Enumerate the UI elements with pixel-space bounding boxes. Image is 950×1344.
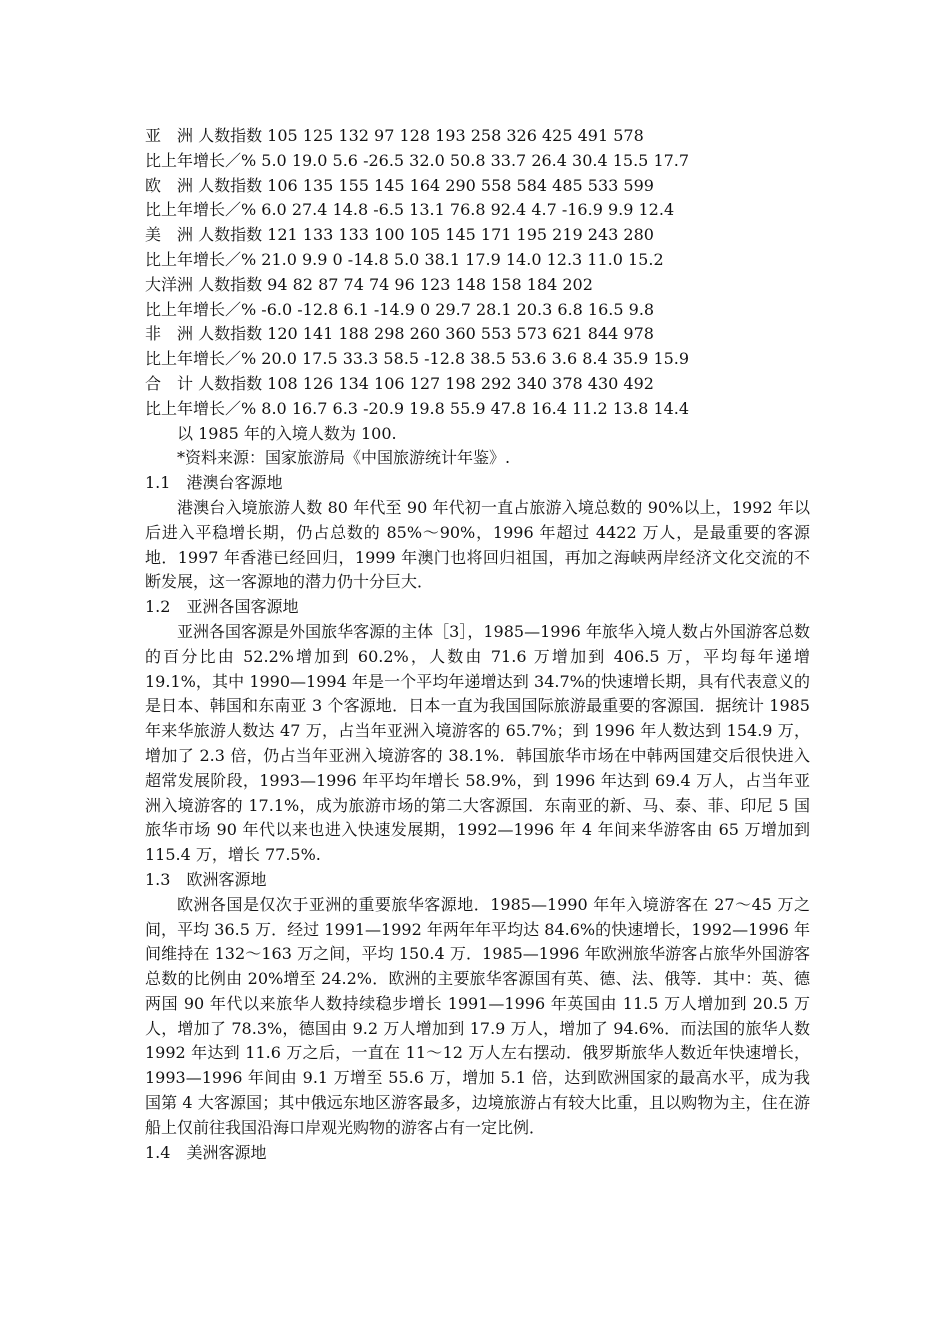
table-row: 欧 洲 人数指数 106 135 155 145 164 290 558 584 485 533 599 (145, 175, 654, 195)
section-heading: 1.2 亚洲各国客源地 (145, 597, 299, 617)
table-row: 比上年增长／% 20.0 17.5 33.3 58.5 -12.8 38.5 53.6 3.6 8.4 35.9 15.9 (145, 349, 690, 369)
table-row: 大洋洲 人数指数 94 82 87 74 74 96 123 148 158 184 202 (145, 274, 593, 294)
table-row: 比上年增长／% 8.0 16.7 6.3 -20.9 19.8 55.9 47.8 16.4 11.2 13.8 14.4 (145, 398, 690, 418)
table-row: 比上年增长／% 5.0 19.0 5.6 -26.5 32.0 50.8 33.7 26.4 30.4 15.5 17.7 (145, 150, 690, 170)
section-paragraph: 港澳台入境旅游人数 80 年代至 90 年代初一直占旅游入境总数的 90%以上，1992 年以后进入平稳增长期，仍占总数的 85%～90%，1996 年超过 4422 万人，是最重要的客源地．1997 年香港已经回归，1999 年澳门也将回归祖国，再加之海峡两岸经济文化交流的不断发展，这一客源地的潜力仍十分巨大． (145, 497, 810, 592)
section-paragraph: 欧洲各国是仅次于亚洲的重要旅华客源地．1985—1990 年年入境游客在 27～45 万之间，平均 36.5 万．经过 1991—1992 年两年年平均达 84.6%的快速增长，1992—1996 年间维持在 132～163 万之间，平均 150.4 万．1985—1996 年欧洲旅华游客占旅华外国游客总数的比例由 20%增至 24.2%．欧洲的主要旅华客源国有英、德、法、俄等．其中：英、德两国 90 年代以来旅华人数持续稳步增长 1991—1996 年英国由 11.5 万人增加到 20.5 万人，增加了 78.3%，德国由 9.2 万人增加到 17.9 万人，增加了 94.6%．而法国的旅华人数 1992 年达到 11.6 万之后，一直在 11～12 万人左右摆动．俄罗斯旅华人数近年快速增长，1993—1996 年间由 9.1 万增至 55.6 万，增加 5.1 倍，达到欧洲国家的最高水平，成为我国第 4 大客源国；其中俄远东地区游客最多，边境旅游占有较大比重，且以购物为主，住在游船上仅前往我国沿海口岸观光购物的游客占有一定比例． (145, 894, 810, 1137)
table-row: 比上年增长／% -6.0 -12.8 6.1 -14.9 0 29.7 28.1 20.3 6.8 16.5 9.8 (145, 299, 655, 319)
table-note-base-year: 以 1985 年的入境人数为 100. (177, 423, 397, 443)
table-row: 合 计 人数指数 108 126 134 106 127 198 292 340 378 430 492 (145, 373, 654, 393)
statistics-table (145, 124, 810, 422)
document-page (145, 124, 810, 1165)
table-row: 亚 洲 人数指数 105 125 132 97 128 193 258 326 425 491 578 (145, 126, 644, 145)
table-row: 美 洲 人数指数 121 133 133 100 105 145 171 195 219 243 280 (145, 225, 654, 245)
section-paragraph: 亚洲各国客源是外国旅华客源的主体［3］，1985—1996 年旅华入境人数占外国游客总数的百分比由 52.2%增加到 60.2%，人数由 71.6 万增加到 406.5 万，平均每年递增 19.1%，其中 1990—1994 年是一个平均年递增达到 34.7%的快速增长期，具有代表意义的是日本、韩国和东南亚 3 个客源地．日本一直为我国国际旅游最重要的客源国．据统计 1985 年来华旅游人数达 47 万，占当年亚洲入境游客的 65.7%；到 1996 年人数达到 154.9 万，增加了 2.3 倍，仍占当年亚洲入境游客的 38.1%．韩国旅华市场在中韩两国建交后很快进入超常发展阶段，1993—1996 年平均年增长 58.9%，到 1996 年达到 69.4 万人，占当年亚洲入境游客的 17.1%，成为旅游市场的第二大客源国．东南亚的新、马、泰、菲、印尼 5 国旅华市场 90 年代以来也进入快速发展期，1992—1996 年 4 年间来华游客由 65 万增加到 115.4 万，增长 77.5%. (145, 621, 810, 865)
table-row: 比上年增长／% 6.0 27.4 14.8 -6.5 13.1 76.8 92.4 4.7 -16.9 9.9 12.4 (145, 200, 675, 220)
table-row: 比上年增长／% 21.0 9.9 0 -14.8 5.0 38.1 17.9 14.0 12.3 11.0 15.2 (145, 249, 664, 269)
table-row: 非 洲 人数指数 120 141 188 298 260 360 553 573 621 844 978 (145, 324, 654, 344)
section-heading: 1.3 欧洲客源地 (145, 869, 267, 889)
section-heading: 1.4 美洲客源地 (145, 1142, 267, 1162)
section-heading: 1.1 港澳台客源地 (145, 473, 283, 493)
table-note-source: *资料来源：国家旅游局《中国旅游统计年鉴》. (177, 448, 511, 468)
